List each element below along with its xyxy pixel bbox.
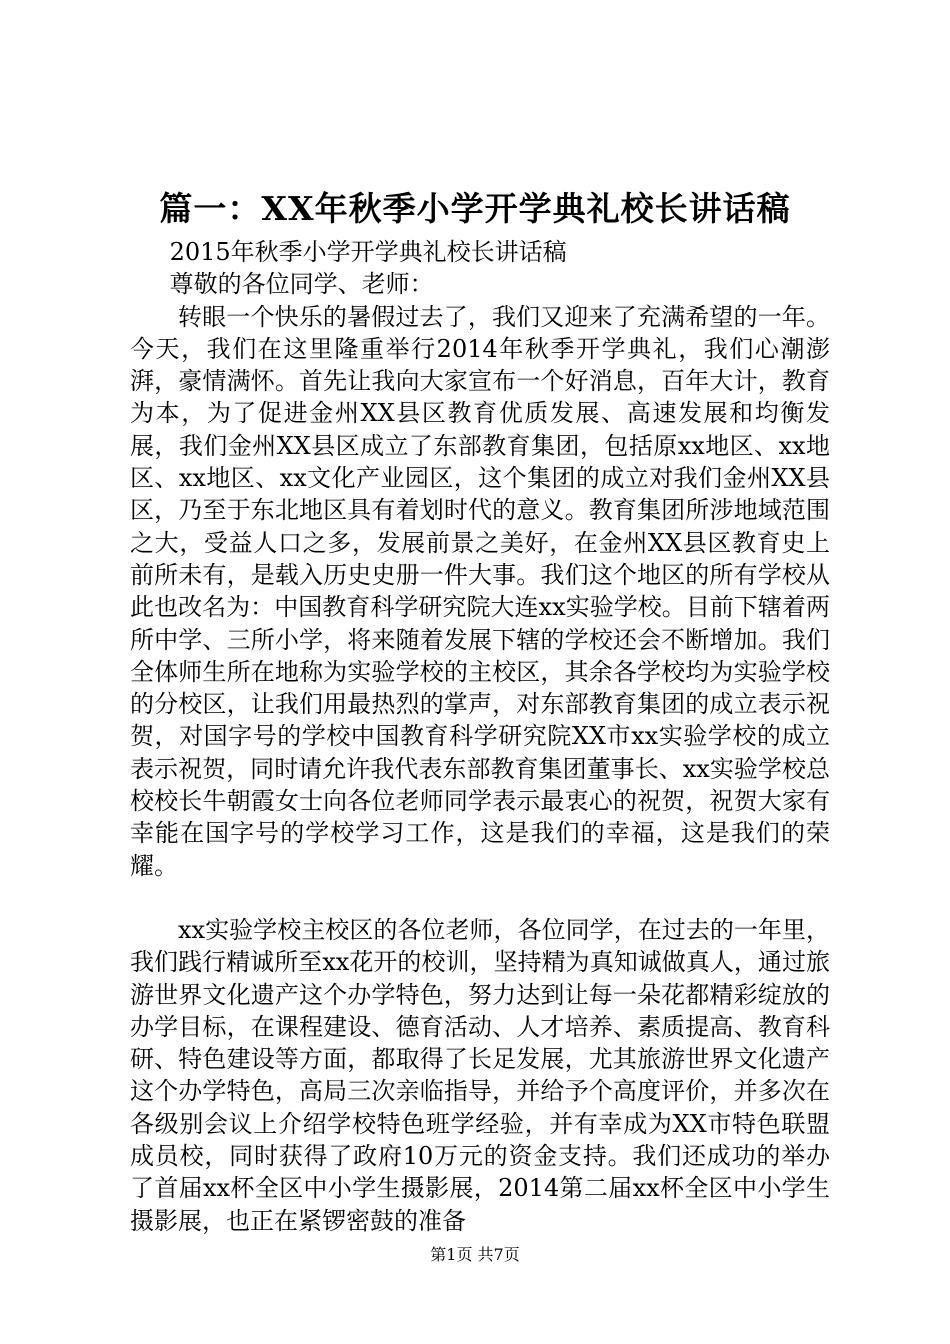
- document-title: 篇一：XX年秋季小学开学典礼校长讲话稿: [159, 189, 791, 228]
- paragraph-1: 转眼一个快乐的暑假过去了，我们又迎来了充满希望的一年。今天，我们在这里隆重举行2014年秋季开学典礼，我们心潮澎湃，豪情满怀。首先让我向大家宣布一个好消息，百年大计，教育为本，为了促进金州XX县区教育优质发展、高速发展和均衡发展，我们金州XX县区成立了东部教育集团，包括原xx地区、xx地区、xx地区、xx文化产业园区，这个集团的成立对我们金州XX县区，乃至于东北地区具有着划时代的意义。教育集团所涉地域范围之大，受益人口之多，发展前景之美好，在金州XX县区教育史上前所未有，是载入历史史册一件大事。我们这个地区的所有学校从此也改名为：中国教育科学研究院大连xx实验学校。目前下辖着两所中学、三所小学，将来随着发展下辖的学校还会不断增加。我们全体师生所在地称为实验学校的主校区，其余各学校均为实验学校的分校区，让我们用最热烈的掌声，对东部教育集团的成立表示祝贺，对国字号的学校中国教育科学研究院XX市xx实验学校的成立表示祝贺，同时请允许我代表东部教育集团董事长、xx实验学校总校校长牛朝霞女士向各位老师同学表示最衷心的祝贺，祝贺大家有幸能在国字号的学校学习工作，这是我们的幸福，这是我们的荣耀。: [130, 302, 830, 880]
- page-footer: 第1页 共7页: [430, 1245, 520, 1264]
- document-body: [130, 236, 830, 1237]
- document-subtitle: 2015年秋季小学开学典礼校长讲话稿: [169, 238, 567, 266]
- salutation: 尊敬的各位同学、老师：: [169, 270, 434, 299]
- paragraph-2: xx实验学校主校区的各位老师，各位同学，在过去的一年里，我们践行精诚所至xx花开的校训，坚持精为真知诚做真人，通过旅游世界文化遗产这个办学特色，努力达到让每一朵花都精彩绽放的办学目标，在课程建设、德育活动、人才培养、素质提高、教育科研、特色建设等方面，都取得了长足发展，尤其旅游世界文化遗产这个办学特色，高局三次亲临指导，并给予个高度评价，并多次在各级别会议上介绍学校特色班学经验，并有幸成为XX市特色联盟成员校，同时获得了政府10万元的资金支持。我们还成功的举办了首届xx杯全区中小学生摄影展，2014第二届xx杯全区中小学生摄影展，也正在紧锣密鼓的准备: [130, 915, 830, 1235]
